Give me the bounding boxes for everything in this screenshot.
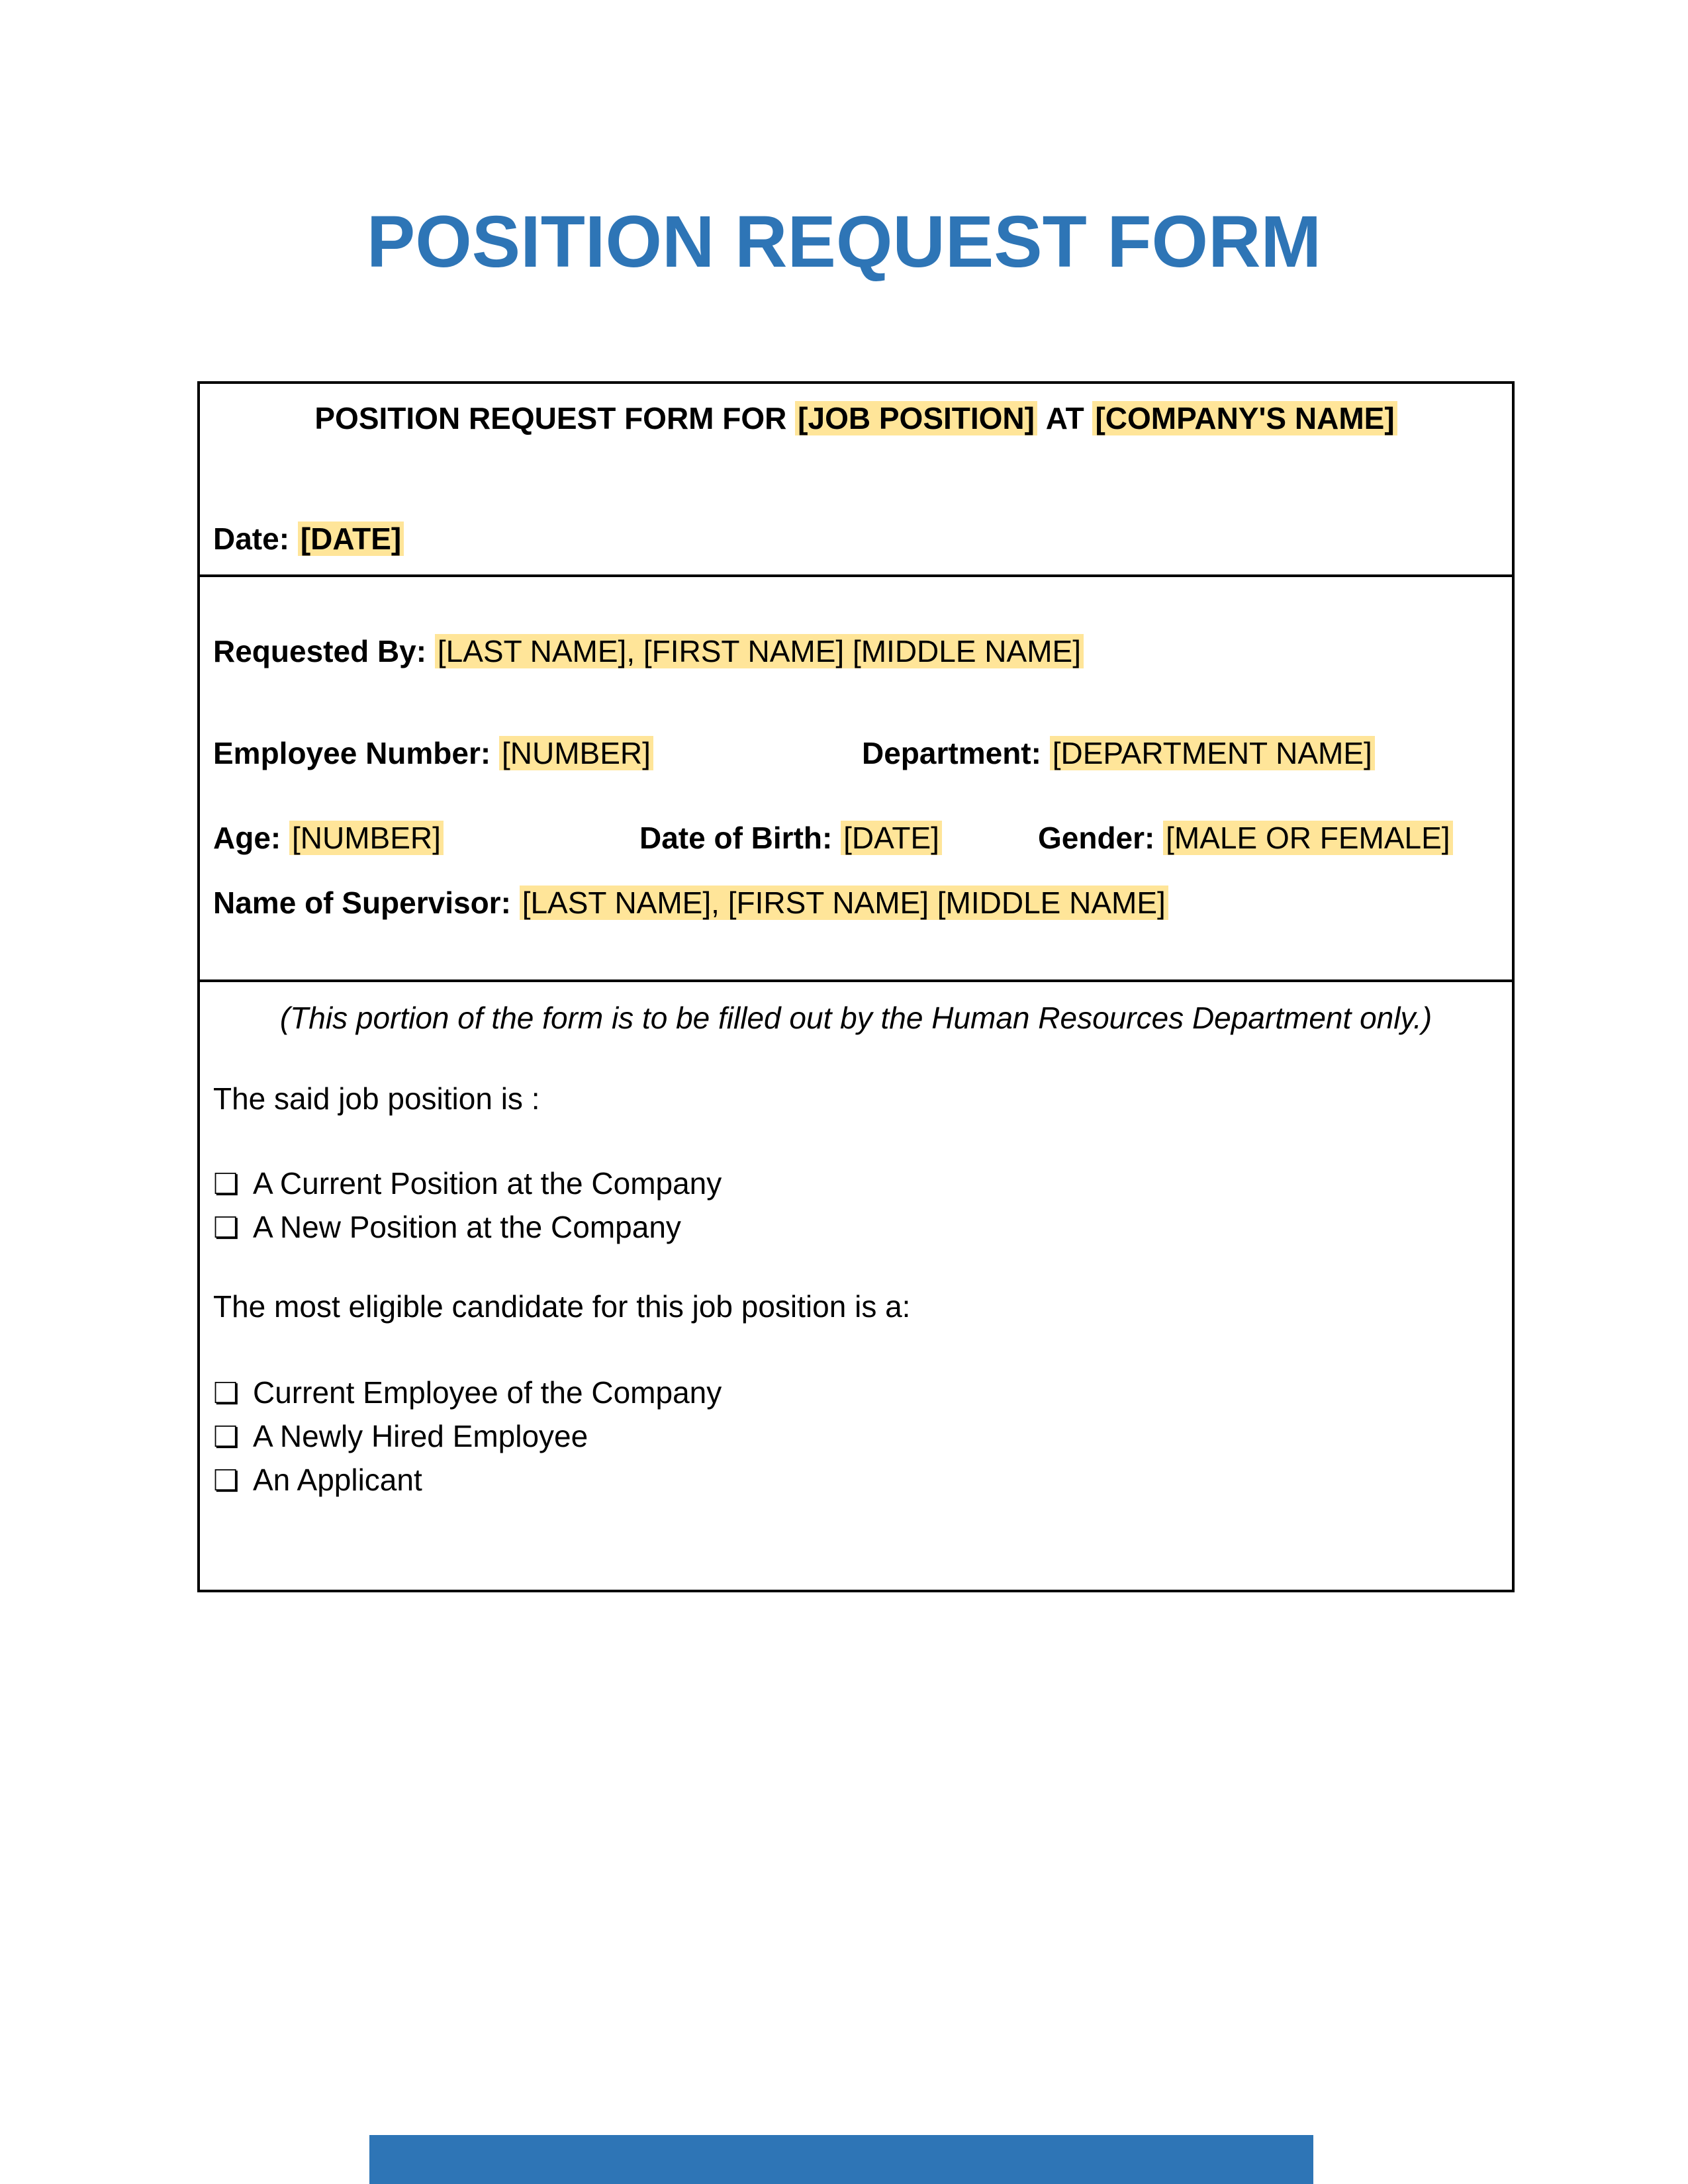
requested-by-label: Requested By:: [213, 634, 427, 668]
dob-label: Date of Birth:: [639, 821, 833, 855]
position-option-label: A Current Position at the Company: [253, 1166, 722, 1201]
candidate-question: [213, 1287, 910, 1326]
employee-number-label: Employee Number:: [213, 736, 491, 770]
position-option-label: A New Position at the Company: [253, 1210, 681, 1244]
form-header: [200, 398, 1512, 438]
department-row: [862, 733, 1375, 773]
candidate-option-label: An Applicant: [253, 1463, 422, 1497]
position-option-new[interactable]: [213, 1207, 681, 1248]
dob-field[interactable]: [DATE]: [841, 821, 942, 855]
checkbox-icon[interactable]: ❏: [213, 1168, 240, 1201]
section-divider: [200, 574, 1512, 577]
hr-note: [200, 998, 1512, 1038]
requested-by-field[interactable]: [LAST NAME], [FIRST NAME] [MIDDLE NAME]: [435, 634, 1084, 668]
supervisor-label: Name of Supervisor:: [213, 886, 511, 920]
age-label: Age:: [213, 821, 281, 855]
department-field[interactable]: [DEPARTMENT NAME]: [1050, 736, 1375, 770]
employee-number-row: [213, 733, 653, 773]
department-label: Department:: [862, 736, 1041, 770]
age-row: [213, 818, 444, 858]
footer-bar: [369, 2135, 1313, 2184]
candidate-option-current-employee[interactable]: [213, 1373, 722, 1414]
checkbox-icon[interactable]: ❏: [213, 1465, 240, 1497]
hr-note-text: (This portion of the form is to be filled out by the Human Resources Department only.): [279, 1001, 1432, 1035]
document-title: POSITION REQUEST FORM: [366, 201, 1322, 283]
form-header-prefix: POSITION REQUEST FORM FOR: [314, 401, 787, 435]
form-box: [197, 381, 1515, 1592]
supervisor-field[interactable]: [LAST NAME], [FIRST NAME] [MIDDLE NAME]: [520, 886, 1168, 920]
position-question-text: The said job position is :: [213, 1081, 540, 1116]
company-name-field[interactable]: [COMPANY'S NAME]: [1092, 401, 1397, 435]
candidate-question-text: The most eligible candidate for this job position is a:: [213, 1289, 911, 1324]
position-option-current[interactable]: [213, 1163, 722, 1205]
gender-label: Gender:: [1038, 821, 1155, 855]
requested-by-row: [213, 631, 1084, 671]
date-row: [213, 519, 404, 559]
checkbox-icon[interactable]: ❏: [213, 1377, 240, 1410]
gender-row: [1038, 818, 1453, 858]
checkbox-icon[interactable]: ❏: [213, 1212, 240, 1244]
supervisor-row: [213, 883, 1168, 923]
candidate-option-label: Current Employee of the Company: [253, 1375, 722, 1410]
candidate-option-label: A Newly Hired Employee: [253, 1419, 588, 1453]
job-position-field[interactable]: [JOB POSITION]: [795, 401, 1037, 435]
candidate-option-newly-hired[interactable]: [213, 1416, 588, 1457]
employee-number-field[interactable]: [NUMBER]: [499, 736, 653, 770]
position-question: [213, 1079, 540, 1118]
form-header-at: AT: [1045, 401, 1084, 435]
section-divider: [200, 979, 1512, 982]
candidate-option-applicant[interactable]: [213, 1460, 422, 1501]
checkbox-icon[interactable]: ❏: [213, 1421, 240, 1453]
dob-row: [639, 818, 942, 858]
date-label: Date:: [213, 522, 290, 556]
gender-field[interactable]: [MALE OR FEMALE]: [1163, 821, 1452, 855]
age-field[interactable]: [NUMBER]: [289, 821, 444, 855]
date-field[interactable]: [DATE]: [298, 522, 404, 556]
